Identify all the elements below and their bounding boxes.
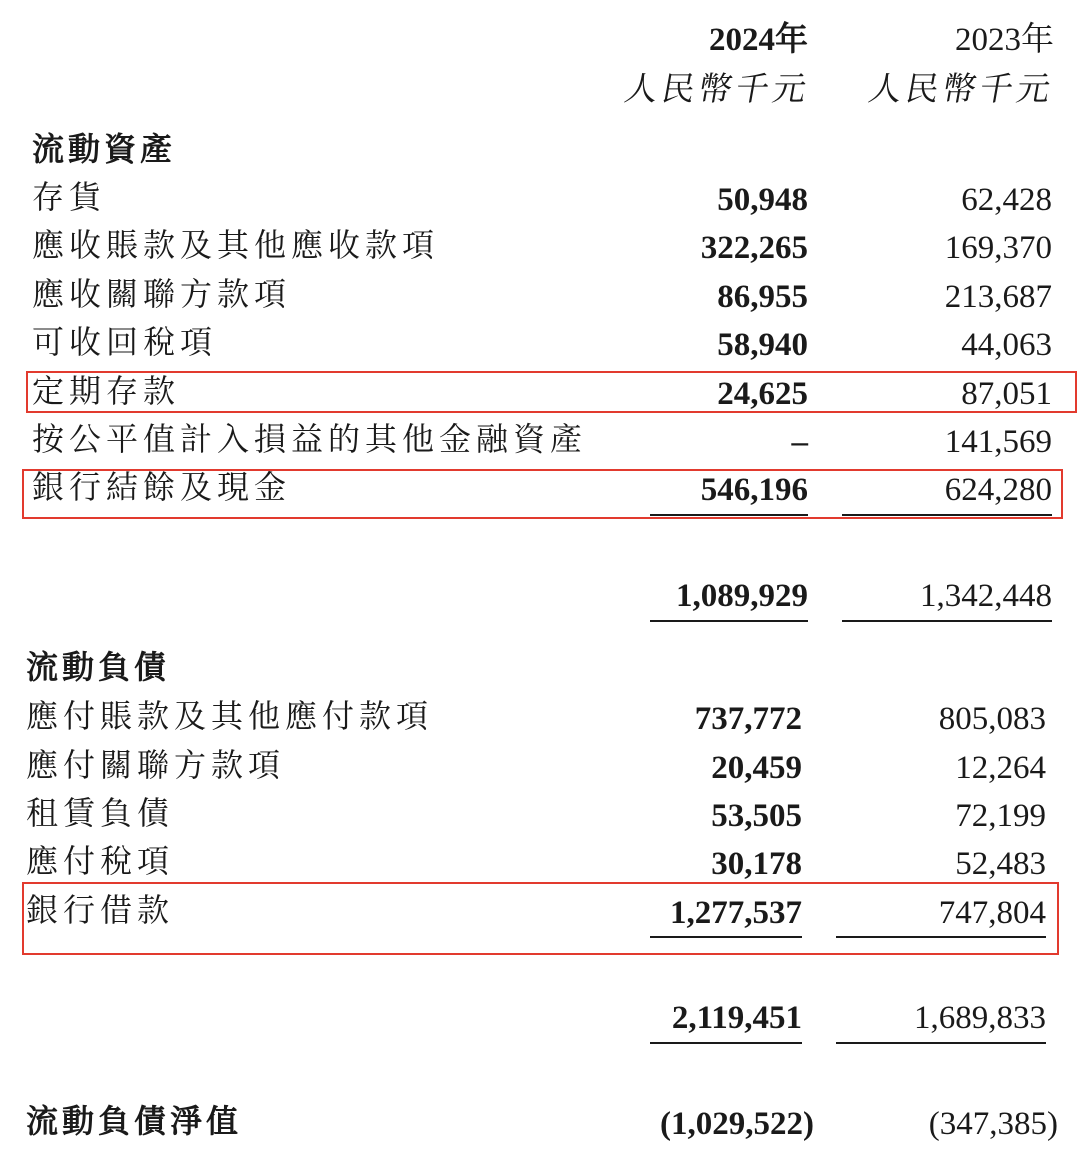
value-2023: 72,199 [955,798,1046,834]
header-2024-year: 2024年 [709,22,808,58]
rule [650,1042,802,1044]
row-label: 應收賬款及其他應收款項 [32,226,440,264]
highlight-box-bank-balances-cash [22,469,1063,519]
row-label: 銀行借款 [26,891,175,929]
current-assets-total-2024: 1,089,929 [676,578,808,614]
row-label: 應收關聯方款項 [32,275,292,313]
current-liabilities-total-2024: 2,119,451 [671,1000,802,1036]
row-label: 應付關聯方款項 [26,746,286,784]
net-current-liabilities-2024: (1,029,522) [660,1106,814,1142]
value-2024: 20,459 [711,750,802,786]
rule [842,620,1052,622]
value-2023: 213,687 [944,279,1052,315]
value-2024: 24,625 [717,376,808,412]
row-label: 租賃負債 [26,794,175,832]
value-2023: 12,264 [955,750,1046,786]
value-2023: 624,280 [944,472,1052,508]
value-2023: 52,483 [955,846,1046,882]
value-2024: 322,265 [700,230,808,266]
header-2024-unit: 人民幣千元 [621,69,814,108]
rule [836,1042,1046,1044]
value-2024: 546,196 [700,472,808,508]
value-2023: 805,083 [938,701,1046,737]
current-assets-total-2023: 1,342,448 [920,578,1052,614]
row-label: 存貨 [32,178,107,216]
value-2024: – [791,424,808,460]
value-2023: 747,804 [938,895,1046,931]
value-2023: 169,370 [944,230,1052,266]
value-2023: 44,063 [961,327,1052,363]
value-2023: 87,051 [961,376,1052,412]
highlight-box-bank-borrowings [22,882,1059,955]
row-label: 可收回稅項 [32,323,218,361]
row-label: 定期存款 [32,372,181,410]
value-2024: 737,772 [694,701,802,737]
value-2023: 141,569 [944,424,1052,460]
value-2024: 53,505 [711,798,802,834]
value-2023: 62,428 [961,182,1052,218]
current-assets-title: 流動資產 [32,130,177,168]
current-liabilities-total-2023: 1,689,833 [914,1000,1046,1036]
value-2024: 58,940 [717,327,808,363]
row-label: 銀行結餘及現金 [32,468,292,506]
header-2023-unit: 人民幣千元 [865,69,1058,108]
value-2024: 50,948 [717,182,808,218]
current-liabilities-title: 流動負債 [26,648,171,686]
net-current-liabilities-label: 流動負債淨值 [26,1102,243,1140]
row-label: 按公平值計入損益的其他金融資產 [32,420,588,458]
rule [650,620,808,622]
row-label: 應付稅項 [26,842,175,880]
value-2024: 86,955 [717,279,808,315]
net-current-liabilities-2023: (347,385) [928,1106,1058,1142]
highlight-box-time-deposits [26,371,1077,413]
header-2023-year: 2023年 [955,22,1054,58]
value-2024: 30,178 [711,846,802,882]
value-2024: 1,277,537 [670,895,802,931]
row-label: 應付賬款及其他應付款項 [26,697,434,735]
